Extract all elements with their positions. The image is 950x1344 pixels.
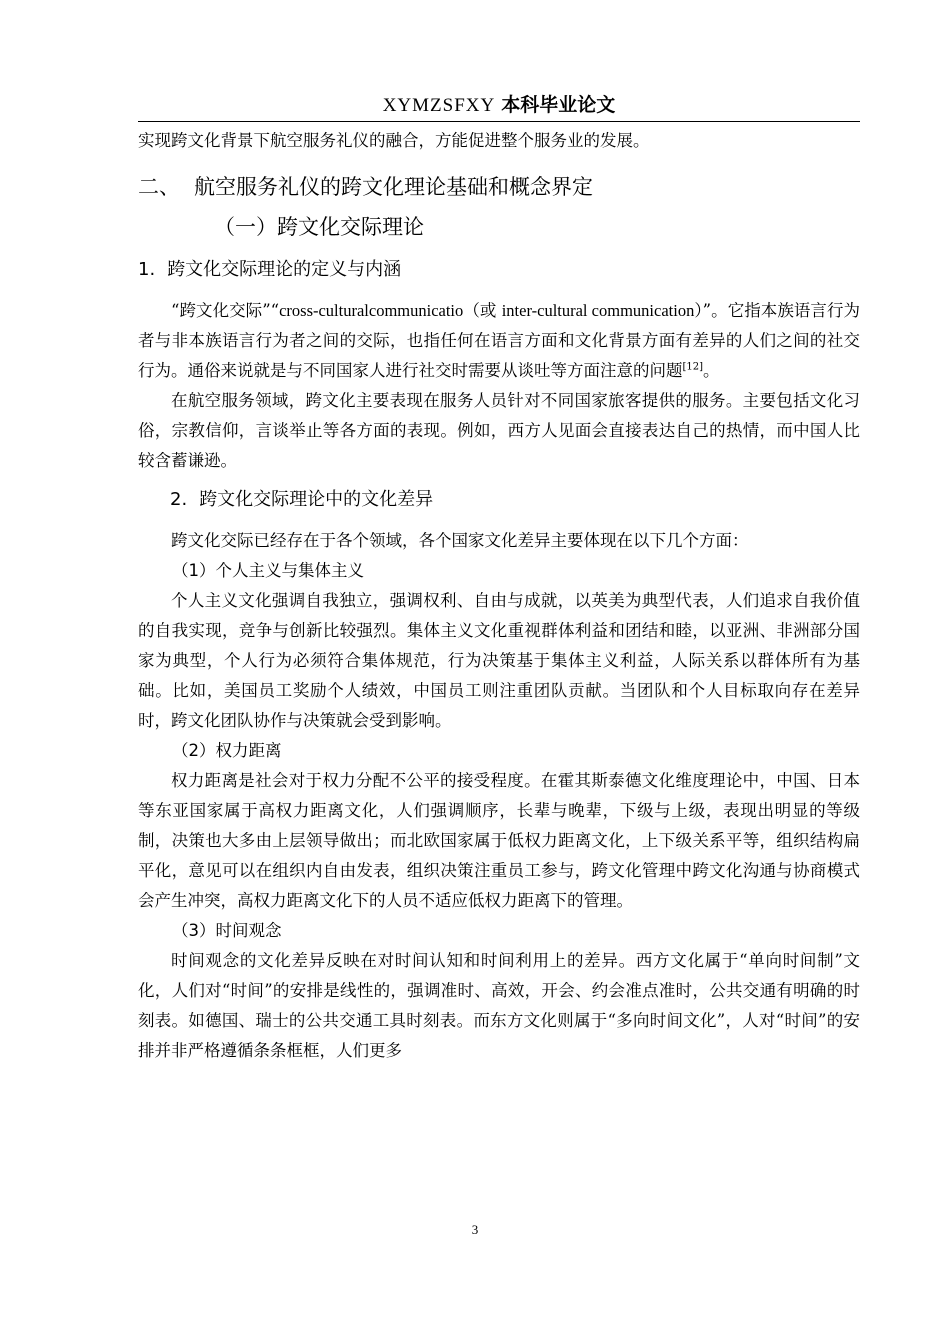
header-title: 本科毕业论文	[501, 94, 616, 116]
paragraph-definition: “跨文化交际”“cross-culturalcommunicatio（或 inter-cultural communication）”。它指本族语言行为者与非本族语言行为者之间的交际，也指任何在语言方面和文化背景方面有差异的人们之间的社交行为。通俗来说就是与不同国家人进行社交时需要从谈吐等方面注意的问题[12]。	[138, 301, 861, 380]
subheading-2-title: 跨文化交际理论中的文化差异	[199, 489, 434, 510]
running-header	[138, 90, 860, 121]
subsection-heading: （一）跨文化交际理论	[214, 215, 424, 239]
page-number: 3	[471, 1222, 479, 1237]
section-number: 二、	[138, 175, 180, 199]
subheading-1	[138, 256, 860, 284]
item-heading-power-distance: （2）权力距离	[172, 741, 282, 760]
item-heading-time: （3）时间观念	[172, 921, 282, 940]
section-heading	[138, 172, 860, 202]
citation-ref: [12]	[682, 361, 704, 373]
paragraph-time: 时间观念的文化差异反映在对时间认知和时间利用上的差异。西方文化属于“单向时间制”文化，人们对“时间”的安排是线性的，强调准时、高效，开会、约会准点准时，公共交通有明确的时刻表。如德国、瑞士的公共交通工具时刻表。而东方文化则属于“多向时间文化”，人对“时间”的安排并非严格遵循条条框框，人们更多	[138, 951, 860, 1060]
subheading-2-number: 2.	[170, 489, 188, 510]
subheading-2	[170, 486, 860, 514]
intro-line: 实现跨文化背景下航空服务礼仪的融合，方能促进整个服务业的发展。	[138, 131, 650, 150]
document-body	[138, 126, 860, 1066]
paragraph-aviation: 在航空服务领域，跨文化主要表现在服务人员针对不同国家旅客提供的服务。主要包括文化习俗，宗教信仰，言谈举止等各方面的表现。例如，西方人见面会直接表达自己的热情，而中国人比较含蓄谦逊。	[138, 391, 860, 470]
header-rule	[138, 121, 860, 122]
section-title: 航空服务礼仪的跨文化理论基础和概念界定	[194, 175, 593, 199]
subheading-1-number: 1.	[138, 259, 156, 280]
header-code: XYMZSFXY	[382, 95, 496, 116]
paragraph-power-distance: 权力距离是社会对于权力分配不公平的接受程度。在霍其斯泰德文化维度理论中，中国、日本等东亚国家属于高权力距离文化，人们强调顺序，长辈与晚辈，下级与上级，表现出明显的等级制，决策也大多由上层领导做出；而北欧国家属于低权力距离文化，上下级关系平等，组织结构扁平化，意见可以在组织内自由发表，组织决策注重员工参与，跨文化管理中跨文化沟通与协商模式会产生冲突，高权力距离文化下的人员不适应低权力距离下的管理。	[138, 771, 860, 910]
paragraph-differences-intro: 跨文化交际已经存在于各个领域，各个国家文化差异主要体现在以下几个方面：	[171, 531, 749, 550]
paragraph-individualism: 个人主义文化强调自我独立，强调权利、自由与成就，以英美为典型代表，人们追求自我价值的自我实现，竞争与创新比较强烈。集体主义文化重视群体利益和团结和睦，以亚洲、非洲部分国家为典型，个人行为必须符合集体规范，行为决策基于集体主义利益，人际关系以群体所有为基础。比如，美国员工奖励个人绩效，中国员工则注重团队贡献。当团队和个人目标取向存在差异时，跨文化团队协作与决策就会受到影响。	[138, 591, 860, 730]
item-heading-individualism: （1）个人主义与集体主义	[172, 561, 364, 580]
subheading-1-title: 跨文化交际理论的定义与内涵	[167, 259, 402, 280]
